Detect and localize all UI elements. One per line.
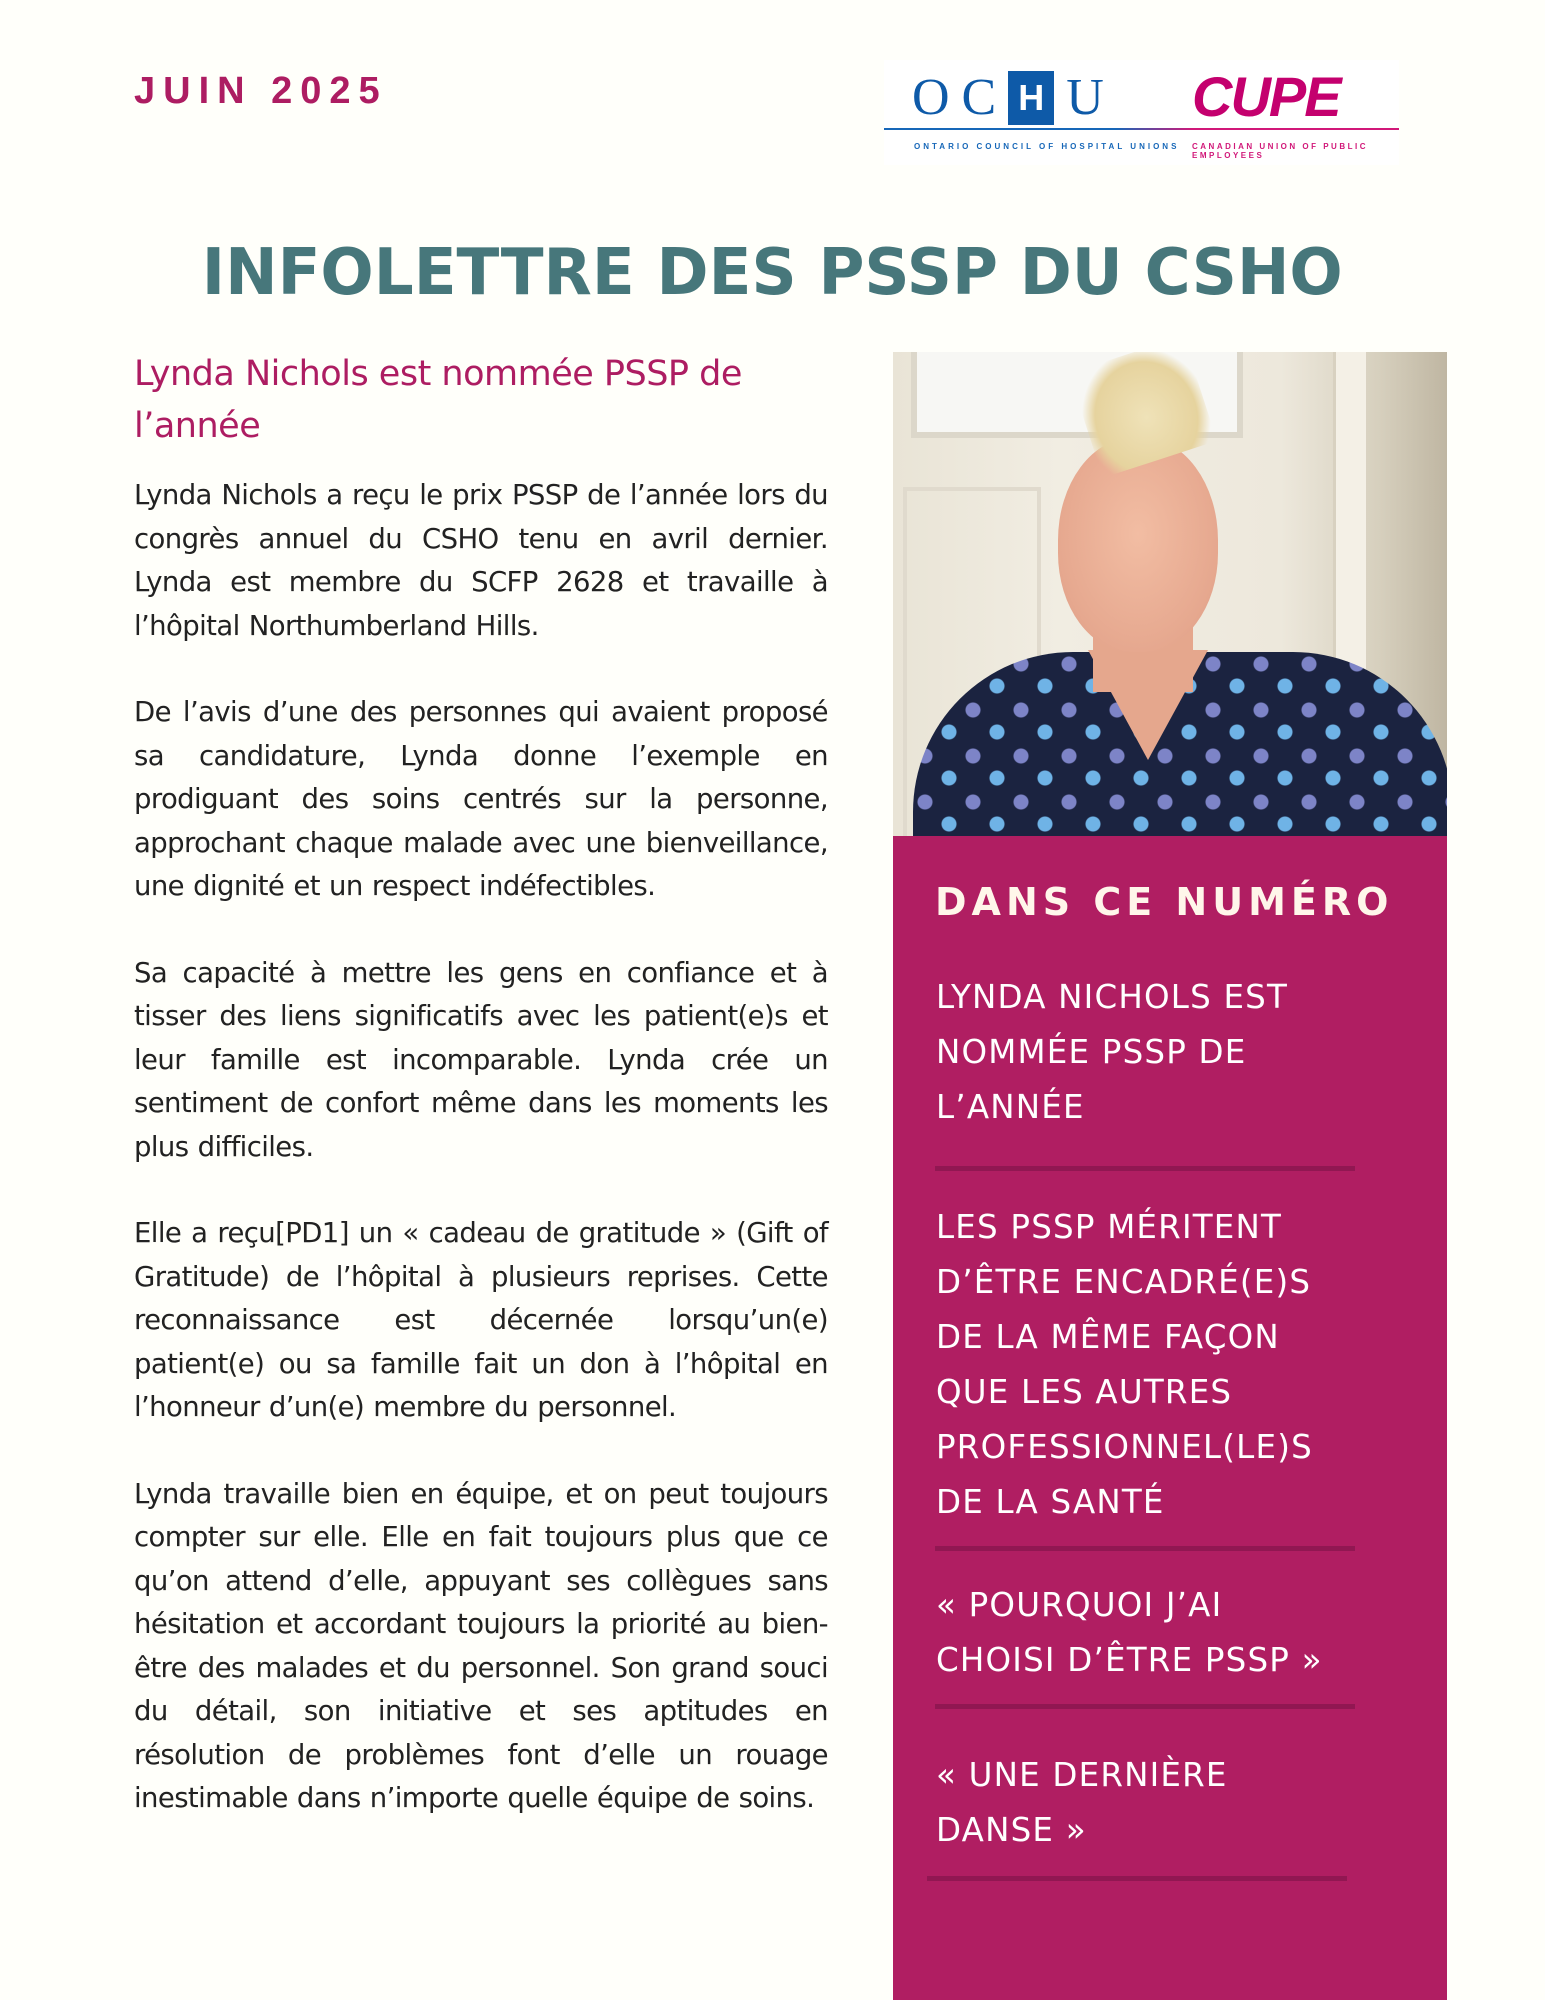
article-paragraph: Sa capacité à mettre les gens en confiance et à tisser des liens significatifs avec les patient(e)s et leur famille est incomparable. Lynda crée un sentiment de confort même dans les moments les plus difficiles. [134, 956, 828, 1163]
toc-divider [935, 1704, 1355, 1709]
toc-divider [927, 1876, 1347, 1881]
toc-divider [935, 1166, 1355, 1171]
sidebar-heading: DANS CE NUMÉRO [935, 880, 1394, 924]
newsletter-title: INFOLETTRE DES PSSP DU CSHO [201, 236, 1343, 310]
ochu-subtitle: ONTARIO COUNCIL OF HOSPITAL UNIONS [914, 142, 1180, 151]
toc-item-pssp-supervision[interactable]: LES PSSP MÉRITENT D’ÊTRE ENCADRÉ(E)S DE LA MÊME FAÇON QUE LES AUTRES PROFESSIONNEL(LE)S DE LA SANTÉ [936, 1208, 1313, 1521]
in-this-issue-sidebar [893, 836, 1447, 2000]
toc-item-lynda-nichols[interactable]: LYNDA NICHOLS EST NOMMÉE PSSP DE L’ANNÉE [936, 978, 1289, 1126]
toc-item-pourquoi-pssp[interactable]: « POURQUOI J’AI CHOISI D’ÊTRE PSSP » [936, 1586, 1323, 1679]
photo-face [1058, 437, 1218, 652]
toc-divider [935, 1546, 1355, 1551]
ochu-letters-before: OC [912, 69, 1009, 126]
cupe-logo: CUPE [1192, 65, 1340, 128]
logo-divider [884, 128, 1399, 130]
article-paragraph: De l’avis d’une des personnes qui avaient proposé sa candidature, Lynda donne l’exemple en prodiguant des soins centrés sur la personne, approchant chaque malade avec une bienveillance, une dignité et un respect indéfectibles. [134, 696, 828, 902]
ochu-logo [912, 68, 1116, 128]
article-title: Lynda Nichols est nommée PSSP de l’année [134, 354, 742, 446]
article [134, 348, 828, 1864]
ochu-letters-after: U [1066, 69, 1116, 126]
union-logos [884, 60, 1399, 165]
article-paragraph: Lynda Nichols a reçu le prix PSSP de l’année lors du congrès annuel du CSHO tenu en avril dernier. Lynda est membre du SCFP 2628 et travaille à l’hôpital Northumberland Hills. [134, 479, 828, 642]
issue-date: JUIN 2025 [134, 70, 388, 112]
portrait-photo [893, 352, 1447, 836]
ochu-h-box: H [1008, 71, 1054, 125]
article-paragraph: Lynda travaille bien en équipe, et on peut toujours compter sur elle. Elle en fait toujours plus que ce qu’on attend d’elle, appuyant ses collègues sans hésitation et accordant toujours la priorité au bien-être des malades et du personnel. Son grand souci du détail, son initiative et ses aptitudes en résolution de problèmes font d’elle un rouage inestimable dans n’importe quelle équipe de soins. [134, 1477, 828, 1814]
photo-vneck [1088, 650, 1208, 760]
cupe-subtitle: CANADIAN UNION OF PUBLIC EMPLOYEES [1192, 142, 1368, 160]
article-paragraph: Elle a reçu[PD1] un « cadeau de gratitude » (Gift of Gratitude) de l’hôpital à plusieurs reprises. Cette reconnaissance est décernée lorsqu’un(e) patient(e) ou sa famille fait un don à l’hôpital en l’honneur d’un(e) membre du personnel. [134, 1217, 828, 1423]
toc-item-derniere-danse[interactable]: « UNE DERNIÈRE DANSE » [936, 1756, 1228, 1849]
